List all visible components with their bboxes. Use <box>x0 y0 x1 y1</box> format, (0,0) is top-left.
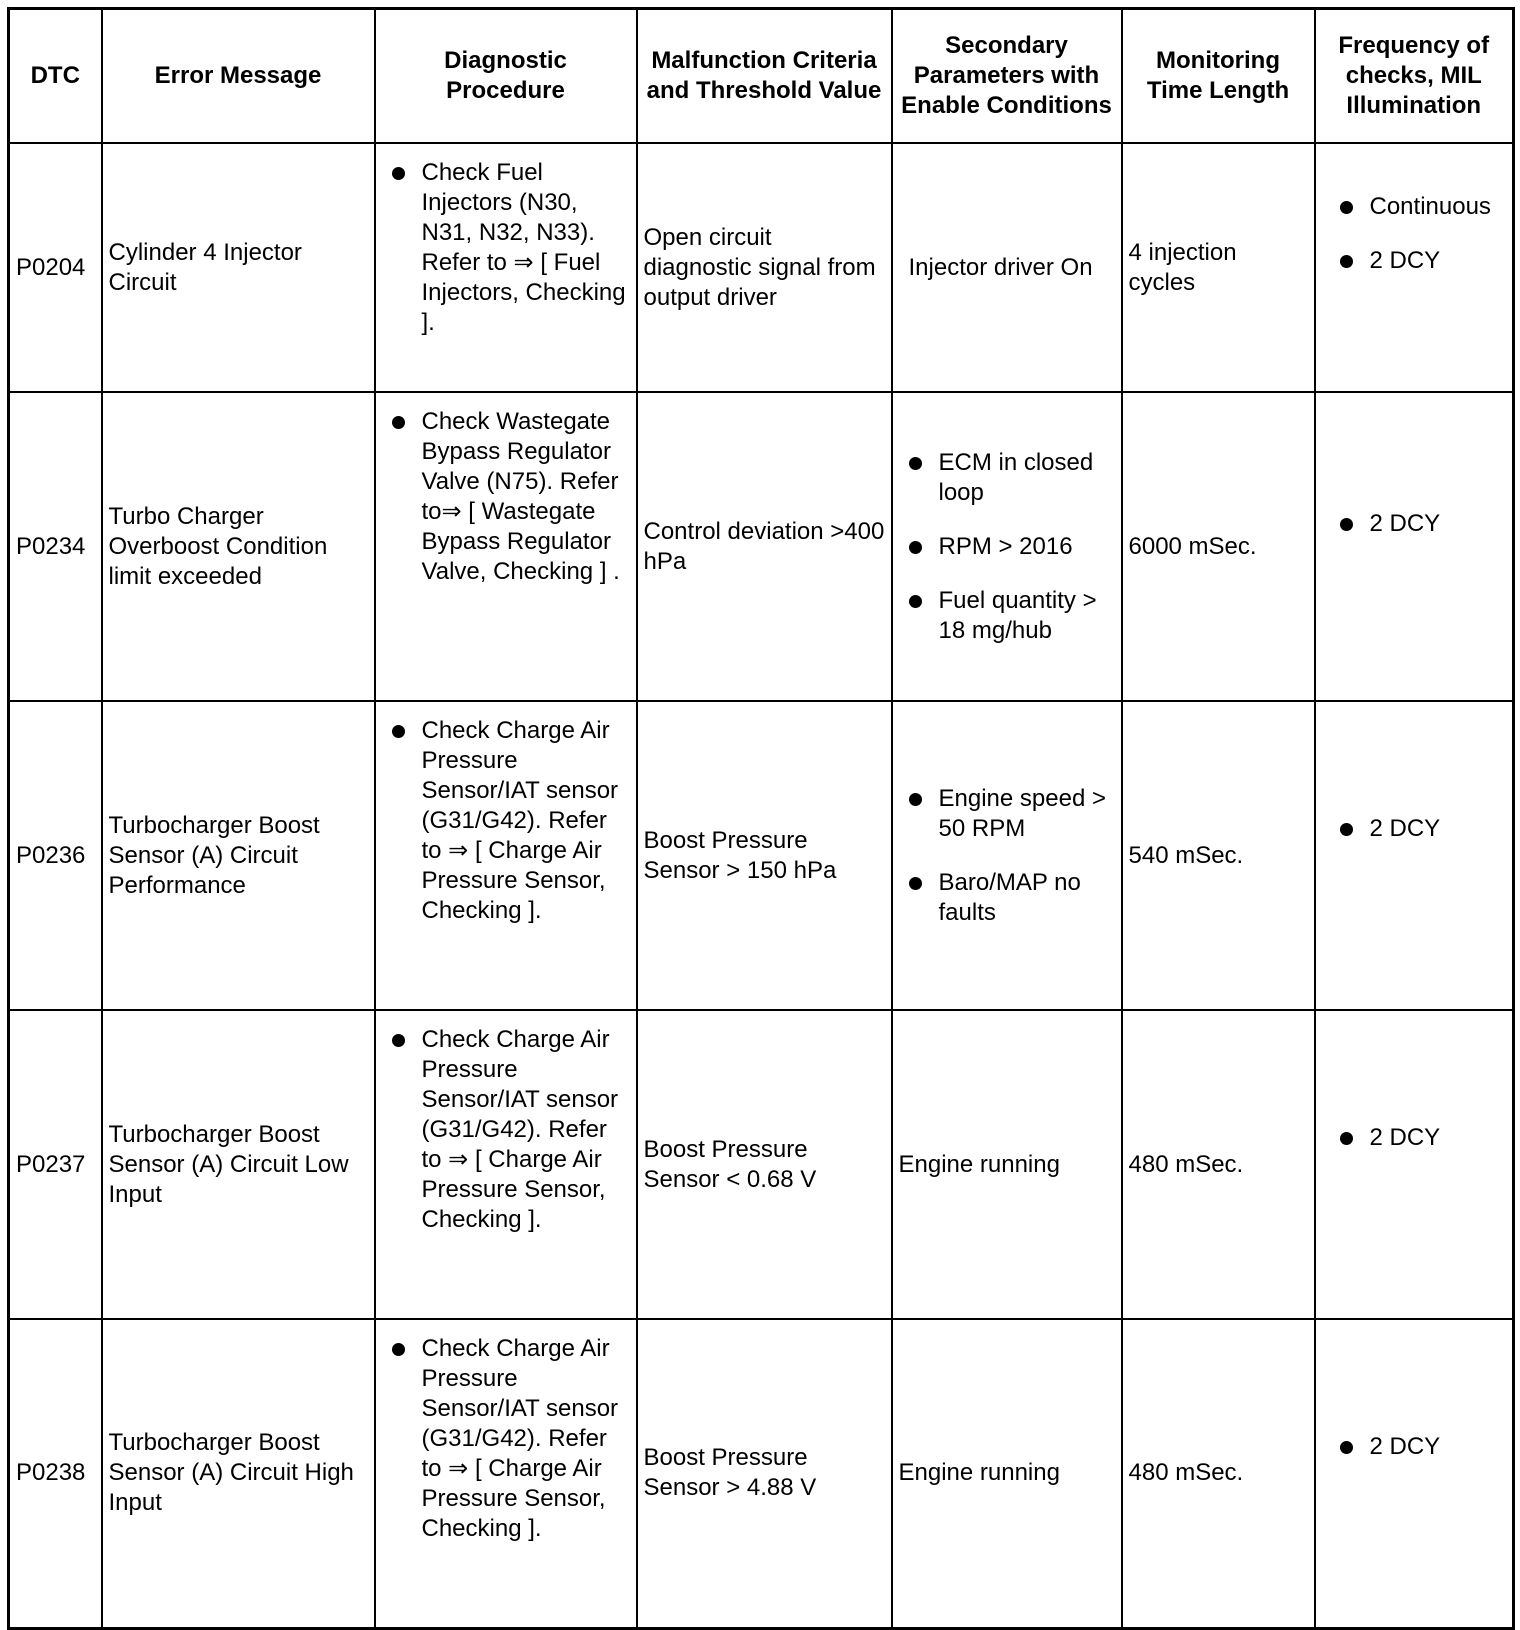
diagnostic-procedure <box>375 1319 637 1628</box>
secondary-item: Injector driver On <box>908 253 1093 281</box>
dtc-code: P0234 <box>9 392 102 701</box>
malfunction-criteria: Boost Pressure Sensor > 4.88 V <box>637 1319 892 1628</box>
secondary-item: Fuel quantity > 18 mg/hub <box>899 586 1115 646</box>
frequency-item: 2 DCY <box>1322 814 1507 844</box>
secondary-parameters <box>892 1319 1122 1628</box>
dtc-code: P0236 <box>9 701 102 1010</box>
secondary-parameters <box>892 701 1122 1010</box>
header-error-message: Error Message <box>102 9 375 144</box>
diagnostic-procedure <box>375 701 637 1010</box>
dtc-table <box>7 7 1515 1630</box>
frequency <box>1315 701 1514 1010</box>
malfunction-criteria: Boost Pressure Sensor < 0.68 V <box>637 1010 892 1319</box>
dtc-code: P0238 <box>9 1319 102 1628</box>
diagnostic-procedure <box>375 392 637 701</box>
procedure-item: Check Fuel Injectors (N30, N31, N32, N33). Refer to ⇒ [ Fuel Injectors, Checking ]. <box>382 158 630 338</box>
frequency <box>1315 1319 1514 1628</box>
header-malfunction-criteria: Malfunction Criteria and Threshold Value <box>637 9 892 144</box>
header-monitoring-time: Monitoring Time Length <box>1122 9 1315 144</box>
table-row <box>9 1319 1514 1628</box>
dtc-code: P0237 <box>9 1010 102 1319</box>
malfunction-criteria: Boost Pressure Sensor > 150 hPa <box>637 701 892 1010</box>
diagnostic-procedure <box>375 1010 637 1319</box>
error-message: Cylinder 4 Injector Circuit <box>102 143 375 392</box>
header-frequency: Frequency of checks, MIL Illumination <box>1315 9 1514 144</box>
frequency-item: 2 DCY <box>1322 246 1507 276</box>
secondary-item: ECM in closed loop <box>899 448 1115 508</box>
secondary-parameters <box>892 1010 1122 1319</box>
monitoring-time: 540 mSec. <box>1122 701 1315 1010</box>
monitoring-time: 480 mSec. <box>1122 1010 1315 1319</box>
error-message: Turbocharger Boost Sensor (A) Circuit Low Input <box>102 1010 375 1319</box>
procedure-item: Check Charge Air Pressure Sensor/IAT sensor (G31/G42). Refer to ⇒ [ Charge Air Pressure Sensor, Checking ]. <box>382 716 630 926</box>
frequency-item: 2 DCY <box>1322 1432 1507 1462</box>
dtc-code: P0204 <box>9 143 102 392</box>
table-row <box>9 1010 1514 1319</box>
error-message: Turbocharger Boost Sensor (A) Circuit High Input <box>102 1319 375 1628</box>
secondary-item: Engine speed > 50 RPM <box>899 784 1115 844</box>
malfunction-criteria: Control deviation >400 hPa <box>637 392 892 701</box>
frequency-item: 2 DCY <box>1322 509 1507 539</box>
malfunction-criteria: Open circuit diagnostic signal from output driver <box>637 143 892 392</box>
frequency <box>1315 143 1514 392</box>
header-diagnostic-procedure: Diagnostic Procedure <box>375 9 637 144</box>
header-secondary-parameters: Secondary Parameters with Enable Conditions <box>892 9 1122 144</box>
header-row <box>9 9 1514 144</box>
header-dtc: DTC <box>9 9 102 144</box>
table-row <box>9 143 1514 392</box>
secondary-parameters <box>892 392 1122 701</box>
table-row <box>9 701 1514 1010</box>
error-message: Turbocharger Boost Sensor (A) Circuit Performance <box>102 701 375 1010</box>
secondary-item: RPM > 2016 <box>899 532 1115 562</box>
frequency-item: 2 DCY <box>1322 1123 1507 1153</box>
monitoring-time: 4 injection cycles <box>1122 143 1315 392</box>
procedure-item: Check Charge Air Pressure Sensor/IAT sensor (G31/G42). Refer to ⇒ [ Charge Air Pressure Sensor, Checking ]. <box>382 1025 630 1235</box>
frequency <box>1315 1010 1514 1319</box>
diagnostic-procedure <box>375 143 637 392</box>
error-message: Turbo Charger Overboost Condition limit exceeded <box>102 392 375 701</box>
monitoring-time: 480 mSec. <box>1122 1319 1315 1628</box>
frequency-item: Continuous <box>1322 192 1507 222</box>
procedure-item: Check Charge Air Pressure Sensor/IAT sensor (G31/G42). Refer to ⇒ [ Charge Air Pressure Sensor, Checking ]. <box>382 1334 630 1544</box>
secondary-item: Engine running <box>898 1459 1060 1487</box>
secondary-parameters <box>892 143 1122 392</box>
secondary-item: Baro/MAP no faults <box>899 868 1115 928</box>
table-row <box>9 392 1514 701</box>
monitoring-time: 6000 mSec. <box>1122 392 1315 701</box>
frequency <box>1315 392 1514 701</box>
procedure-item: Check Wastegate Bypass Regulator Valve (N75). Refer to⇒ [ Wastegate Bypass Regulator Valve, Checking ] . <box>382 407 630 587</box>
secondary-item: Engine running <box>898 1150 1060 1178</box>
